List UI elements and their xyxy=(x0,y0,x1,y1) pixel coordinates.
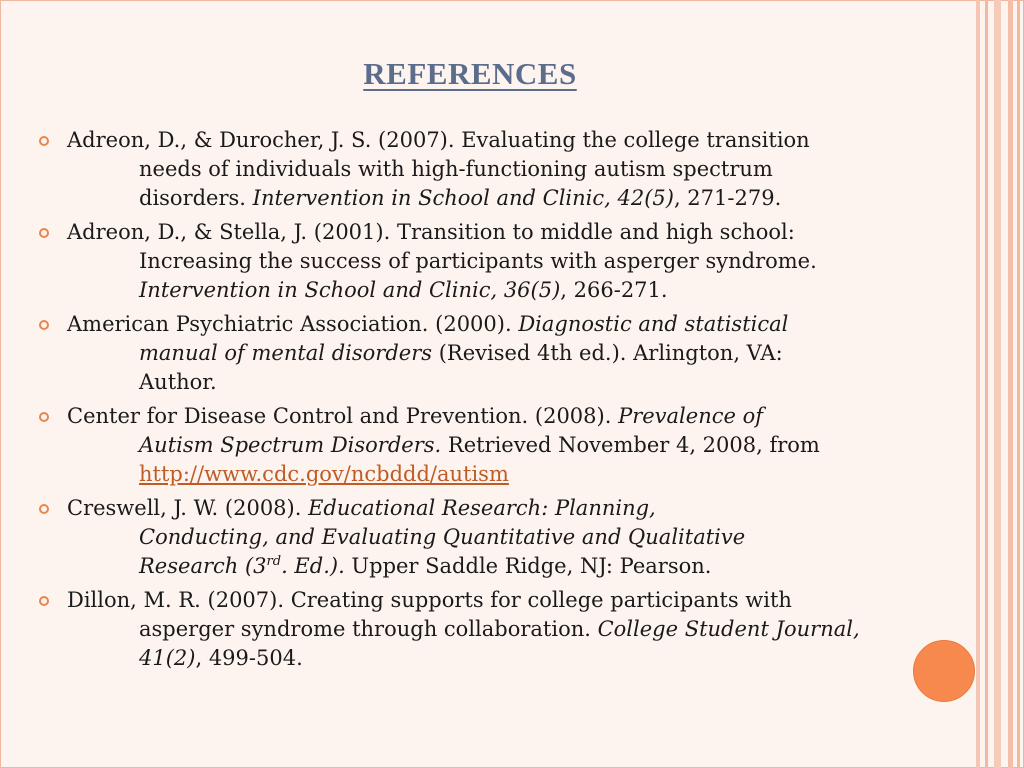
reference-book-title: Diagnostic and statistical xyxy=(518,312,789,336)
decorative-stripe xyxy=(976,0,980,768)
reference-line xyxy=(67,552,969,581)
reference-text: (Revised 4th ed.). Arlington, VA: xyxy=(432,341,783,365)
reference-text: Center for Disease Control and Prevention. (2008). xyxy=(67,404,619,428)
reference-pages: , 266-271. xyxy=(560,278,668,302)
reference-title: Prevalence of xyxy=(618,404,764,428)
reference-book-title-part: Research (3 xyxy=(139,554,267,578)
decorative-stripe xyxy=(985,0,988,768)
slide-title-text: REFERENCES xyxy=(363,56,577,91)
reference-line xyxy=(67,644,969,673)
bullet-ring-icon xyxy=(39,320,49,330)
reference-line: Dillon, M. R. (2007). Creating supports for college participants with xyxy=(67,588,792,612)
reference-pages: , 271-279. xyxy=(673,186,782,210)
reference-book-title: manual of mental disorders xyxy=(139,341,433,365)
reference-item xyxy=(39,494,969,581)
reference-item xyxy=(39,310,969,397)
reference-line: Increasing the success of participants with asperger syndrome. xyxy=(139,249,817,273)
reference-line xyxy=(67,615,969,644)
reference-line xyxy=(67,339,969,368)
reference-text: asperger syndrome through collaboration. xyxy=(139,617,598,641)
reference-line xyxy=(67,184,969,213)
bullet-ring-icon xyxy=(39,596,49,606)
reference-line: needs of individuals with high-functioning autism spectrum xyxy=(139,157,773,181)
bullet-ring-icon xyxy=(39,504,49,514)
reference-journal: Intervention in School and Clinic, 42(5) xyxy=(252,186,674,210)
reference-book-title-part: . Ed.). xyxy=(281,554,345,578)
reference-line: Adreon, D., & Stella, J. (2001). Transition to middle and high school: xyxy=(67,220,795,244)
reference-line: Adreon, D., & Durocher, J. S. (2007). Evaluating the college transition xyxy=(67,128,810,152)
reference-line xyxy=(67,402,969,431)
reference-line xyxy=(67,310,969,339)
reference-book-title xyxy=(139,554,345,578)
reference-text: Creswell, J. W. (2008). xyxy=(67,496,309,520)
slide-title xyxy=(0,56,940,92)
reference-line xyxy=(67,494,969,523)
ordinal-superscript: rd xyxy=(266,554,282,569)
reference-item xyxy=(39,126,969,213)
reference-book-title: Educational Research: Planning, xyxy=(308,496,656,520)
reference-item xyxy=(39,402,969,489)
decorative-stripe xyxy=(1017,0,1020,768)
reference-text: disorders. xyxy=(139,186,253,210)
reference-publisher: Upper Saddle Ridge, NJ: Pearson. xyxy=(344,554,712,578)
bullet-ring-icon xyxy=(39,412,49,422)
bullet-ring-icon xyxy=(39,136,49,146)
reference-journal: Intervention in School and Clinic, 36(5) xyxy=(139,278,561,302)
reference-journal: College Student Journal, xyxy=(597,617,860,641)
reference-item xyxy=(39,218,969,305)
reference-line: Author. xyxy=(139,370,217,394)
reference-journal: 41(2) xyxy=(139,646,196,670)
cdc-autism-link[interactable]: http://www.cdc.gov/ncbddd/autism xyxy=(139,462,509,486)
reference-list xyxy=(39,126,969,678)
reference-text: American Psychiatric Association. (2000). xyxy=(67,312,519,336)
decorative-stripe xyxy=(1008,0,1013,768)
decorative-stripe xyxy=(994,0,1001,768)
reference-line xyxy=(67,523,969,552)
reference-line xyxy=(67,460,969,489)
reference-title: Autism Spectrum Disorders. xyxy=(139,433,442,457)
reference-text: Retrieved November 4, 2008, from xyxy=(441,433,820,457)
bullet-ring-icon xyxy=(39,228,49,238)
reference-book-title: Conducting, and Evaluating Quantitative and Qualitative xyxy=(139,525,746,549)
reference-pages: , 499-504. xyxy=(195,646,303,670)
reference-line xyxy=(67,276,969,305)
decorative-circle xyxy=(913,640,975,702)
reference-line xyxy=(67,431,969,460)
reference-item xyxy=(39,586,969,673)
